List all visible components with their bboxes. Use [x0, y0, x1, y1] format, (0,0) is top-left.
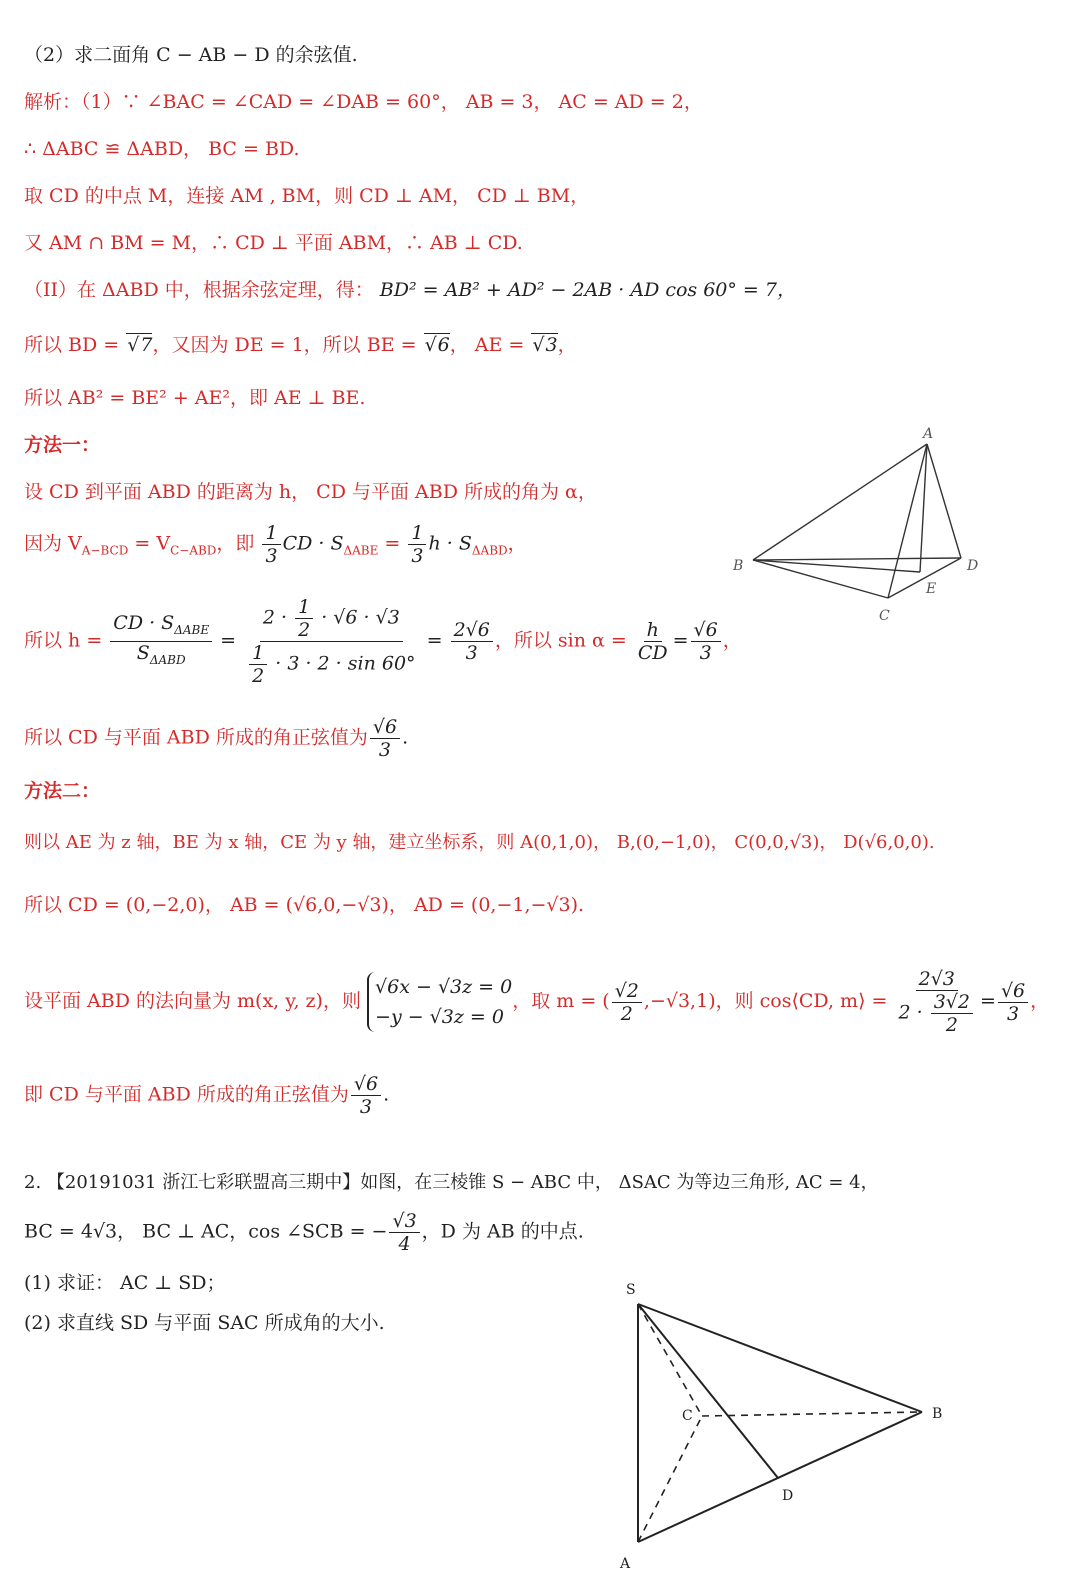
denominator: 3 — [1006, 1002, 1020, 1025]
numerator: h — [644, 619, 662, 642]
fig1-label-b: B — [733, 558, 744, 574]
comma: ， — [507, 532, 527, 555]
numerator — [260, 596, 403, 642]
method2-line-4: 即 CD 与平面 ABD 所成的角正弦值为 $\frac{√6}{3}$ . — [24, 1073, 390, 1118]
comma: ， — [557, 334, 577, 356]
denominator — [134, 642, 189, 671]
numerator: √2 — [612, 980, 642, 1003]
figure-tetrahedron-sabc — [612, 1278, 952, 1570]
sqrt6-over-3 — [691, 619, 721, 664]
sqrt6-over-3 — [370, 716, 400, 761]
cd-s: CD · S — [113, 612, 175, 635]
den-a: 2 · — [898, 1001, 929, 1024]
fig1-label-d: D — [967, 558, 979, 574]
inner — [931, 991, 973, 1036]
numerator — [110, 612, 212, 642]
fig2-label-d: D — [782, 1488, 794, 1504]
fig1-label-a: A — [923, 426, 934, 442]
sqrt6: √ 6 — [424, 333, 450, 356]
denominator: 3 — [699, 642, 712, 664]
method2-line-1: 则以 AE 为 z 轴，BE 为 x 轴，CE 为 y 轴，建立坐标系，则 A(0,1,0)， B,(0,−1,0)， C(0,0,√3)， D(√6,0,0). — [24, 832, 935, 853]
solution-line-5 — [24, 277, 796, 303]
fig1-label-c: C — [879, 608, 890, 624]
sqrt3-over-4 — [389, 1210, 419, 1255]
inner-den: 2 — [945, 1014, 958, 1036]
figure1-edges — [753, 444, 961, 598]
conclusion-text: 所以 CD 与平面 ABD 所成的角正弦值为 — [24, 726, 368, 749]
cos-fraction — [896, 968, 979, 1036]
solution-line-3: 取 CD 的中点 M，连接 AM , BM，则 CD ⊥ AM， CD ⊥ BM， — [24, 185, 590, 207]
sqrt6-over-3 — [351, 1073, 381, 1118]
half-num: 1 — [249, 642, 267, 665]
numerator: 2√3 — [916, 968, 958, 991]
eq: = — [378, 532, 407, 555]
problem2-question-2: (2) 求直线 SD 与平面 SAC 所成角的大小. — [24, 1312, 385, 1334]
half — [249, 642, 267, 687]
numerator: √3 — [389, 1210, 419, 1233]
fig2-label-s: S — [626, 1282, 636, 1298]
method2-line-3: 设平面 ABD 的法向量为 m(x, y, z)，则 √6x − √3z = 0 −y − √3z = 0 ，取 m = ( $\frac{√2}{2}$ ,−√3,1)，则 cos⟨CD, m⟩ = 2√3 2 · $\frac{3√2}{2}$ = $\frac{√6}{3}$ ， — [24, 968, 1050, 1036]
denominator — [896, 991, 979, 1036]
sin-text: ，所以 sin α = — [494, 629, 633, 652]
v-text: 因为 V — [24, 532, 82, 555]
denominator: CD — [637, 642, 668, 664]
method2-title: 方法二： — [24, 780, 101, 802]
sub: ΔABD — [149, 652, 186, 667]
equation-2: −y − √3z = 0 — [375, 1006, 504, 1028]
fig2-label-b: B — [932, 1406, 943, 1422]
solution-line-4: 又 AM ∩ BM = M，∴ CD ⊥ 平面 ABM，∴ AB ⊥ CD. — [24, 232, 523, 254]
method1-line-1: 设 CD 到平面 ABD 的距离为 h， CD 与平面 ABD 所成的角为 α， — [24, 481, 597, 503]
figure2-hidden-edges — [638, 1304, 922, 1542]
num-b: · √6 · √3 — [315, 606, 400, 629]
denominator: 3 — [265, 545, 278, 567]
half-den: 2 — [298, 619, 311, 641]
denominator: 3 — [411, 545, 424, 567]
v-eq: = V — [128, 532, 171, 555]
num-a: 2 · — [262, 606, 294, 629]
given-text: BC = 4√3， BC ⊥ AC，cos ∠SCB = − — [24, 1220, 388, 1243]
h-s: h · S — [428, 532, 472, 555]
s: S — [136, 642, 150, 664]
fig2-label-c: C — [682, 1408, 693, 1424]
ji-text: ，即 — [216, 532, 261, 555]
h-over-cd — [635, 619, 671, 664]
figure2-solid-edges — [638, 1304, 922, 1542]
v-sub-1: A−BCD — [81, 543, 129, 558]
inner-num: 3√2 — [931, 991, 973, 1014]
solution-line-7: 所以 AB² = BE² + AE²，即 AE ⊥ BE. — [24, 387, 366, 409]
s-sub-abd: ΔABD — [471, 543, 508, 558]
sub: ΔABE — [174, 623, 210, 637]
method1-line-3: 所以 h = $\frac{CD \cdot S_{\Delta ABE}}{S_{\Delta ABD}}$ = 2 · $\frac{1}{2}$ · √6 · √3 $\frac{1}{2}$ · 3 · 2 · sin 60° = $\frac{2√6}{3}$ ，所以 sin α = $\frac{h}{CD}$ = $\frac{√6}{3}$ ， — [24, 596, 742, 687]
numerator: √6 — [351, 1073, 381, 1096]
cd-s: CD · S — [282, 532, 344, 555]
denominator — [244, 642, 418, 687]
two-sqrt6-over-3 — [451, 619, 493, 664]
cosine-law-intro: （II）在 ΔABD 中，根据余弦定理，得： — [24, 279, 374, 301]
cos-text: ,−√3,1)，则 cos⟨CD, m⟩ = — [643, 990, 894, 1012]
method1-title: 方法一： — [24, 434, 101, 456]
problem2-line-2 — [24, 1210, 584, 1255]
denominator: 2 — [620, 1002, 633, 1025]
problem2-line-1: 2. 【20191031 浙江七彩联盟高三期中】如图，在三棱锥 S − ABC 中， ΔSAC 为等边三角形, AC = 4， — [24, 1172, 879, 1193]
sqrt7: √ 7 — [126, 333, 152, 356]
bd-text: 所以 BD = — [24, 334, 126, 356]
fig2-label-a: A — [620, 1556, 631, 1570]
method1-line-2 — [24, 522, 527, 567]
method1-line-4: 所以 CD 与平面 ABD 所成的角正弦值为 $\frac{√6}{3}$ . — [24, 716, 409, 761]
den-b: · 3 · 2 · sin 60° — [269, 652, 416, 675]
numerator: √6 — [370, 716, 400, 739]
sqrt6-over-3 — [998, 980, 1028, 1025]
solution-label: 解析：（1） — [24, 91, 122, 113]
solution-line-1 — [24, 89, 703, 115]
conclusion-text: 即 CD 与平面 ABD 所成的角正弦值为 — [24, 1083, 349, 1106]
half — [295, 596, 313, 641]
equation-system — [367, 972, 512, 1032]
numeric-fraction — [244, 596, 418, 687]
sqrt3: √ 3 — [531, 333, 557, 356]
problem2-question-1: (1) 求证： AC ⊥ SD； — [24, 1272, 226, 1294]
numerator: √6 — [998, 980, 1028, 1003]
h-fraction — [110, 612, 212, 671]
v-sub-2: C−ABD — [170, 543, 217, 558]
h-eq-text: 所以 h = — [24, 629, 109, 652]
solution-line-2: ∴ ΔABC ≌ ΔABD， BC = BD. — [24, 138, 300, 160]
take-m-text: ，取 m = ( — [512, 990, 610, 1012]
numerator: √6 — [691, 619, 721, 642]
sqrt2-over-2 — [612, 980, 642, 1025]
denominator: 4 — [398, 1233, 411, 1255]
half-den: 2 — [252, 665, 265, 687]
ae-text: ， AE = — [449, 334, 531, 356]
numerator: 2√6 — [451, 619, 493, 642]
solution-given: ∵ ∠BAC = ∠CAD = ∠DAB = 60°， AB = 3， AC = AD = 2， — [121, 91, 703, 113]
solution-line-6 — [24, 332, 577, 358]
method2-line-2: 所以 CD = (0,−2,0)， AB = (√6,0,−√3)， AD = (0,−1,−√3). — [24, 894, 585, 916]
s-sub-abe: ΔABE — [343, 543, 379, 558]
equation-1: √6x − √3z = 0 — [375, 976, 513, 998]
numerator: 1 — [262, 522, 280, 545]
midpoint-text: ，D 为 AB 的中点. — [421, 1220, 584, 1243]
normal-vector-text: 设平面 ABD 的法向量为 m(x, y, z)，则 — [24, 990, 361, 1012]
q2-heading: （2）求二面角 C − AB − D 的余弦值. — [24, 44, 358, 66]
figure-tetrahedron-abcd — [725, 420, 1005, 625]
denominator: 3 — [359, 1096, 372, 1118]
denominator: 3 — [378, 739, 391, 761]
de-be-text: ，又因为 DE = 1，所以 BE = — [152, 334, 423, 356]
frac-one-third-2 — [408, 522, 426, 567]
half-num: 1 — [295, 596, 313, 619]
denominator: 3 — [465, 642, 478, 664]
fig1-label-e: E — [926, 581, 937, 597]
frac-one-third-1 — [262, 522, 280, 567]
cosine-law-formula: BD² = AB² + AD² − 2AB · AD cos 60° = 7， — [379, 279, 796, 301]
numerator: 1 — [408, 522, 426, 545]
